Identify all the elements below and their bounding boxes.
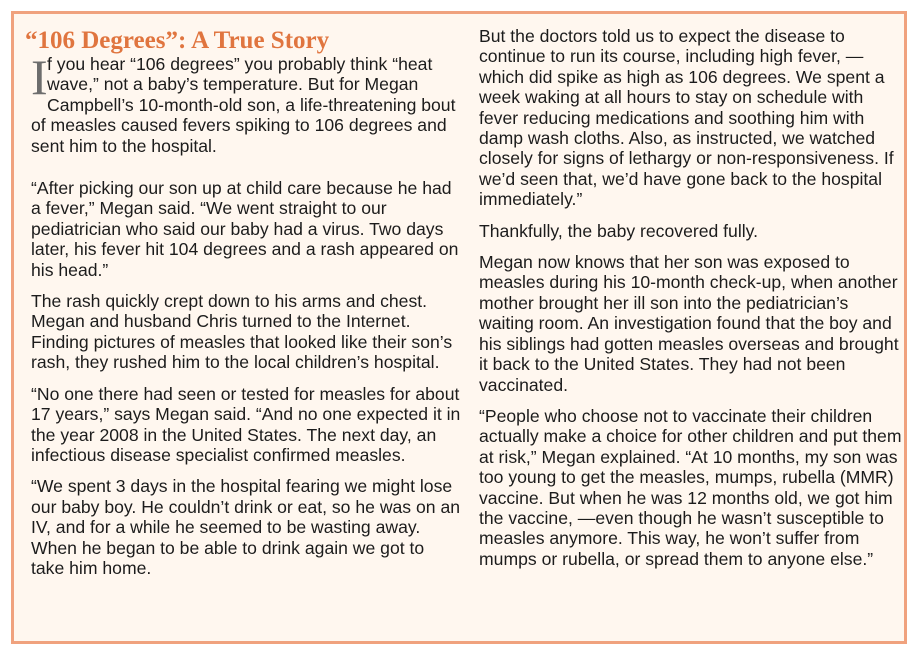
paragraph: The rash quickly crept down to his arms and chest. Megan and husband Chris turned to the Internet. Finding pictures of measles that looked like their son’s rash, they rushed him to the local children’s hospital.: [31, 291, 453, 373]
paragraph: “People who choose not to vaccinate their children actually make a choice for other children and put them at risk,” Megan explained. “At 10 months, my son was too young to get the measles, mumps, rubella (MMR) vaccine. But when he was 12 months old, we got him the vaccine, —even though he wasn’t susceptible to measles anymore. This way, he won’t suffer from mumps or rubella, or spread them to anyone else.”: [479, 405, 902, 569]
paragraph: “No one there had seen or tested for measles for about 17 years,” says Megan said. “And no one expected it in the year 2008 in the United States. The next day, an infectious disease specialist confirmed measles.: [31, 383, 461, 465]
paragraph-text: f you hear “106 degrees” you probably think “heat wave,” not a baby’s temperature. But for Megan Campbell’s 10-month-old son, a life-threatening bout of measles caused fevers spiking to 106 degrees and sent him to the hospital.: [31, 54, 456, 156]
drop-cap: I: [31, 49, 48, 105]
paragraph-intro: [31, 49, 461, 156]
article-title: “106 Degrees”: A True Story: [25, 27, 330, 54]
paragraph: Thankfully, the baby recovered fully.: [479, 220, 759, 241]
paragraph: Megan now knows that her son was exposed to measles during his 10-month check-up, when another mother brought her ill son into the pediatrician’s waiting room. An investigation found that the boy and his siblings had gotten measles overseas and brought it back to the United States. They had not been vaccinated.: [479, 252, 899, 395]
paragraph: But the doctors told us to expect the disease to continue to run its course, including high fever, —which did spike as high as 106 degrees. We spent a week waking at all hours to stay on schedule with fever reducing medications and soothing him with damp wash cloths. Also, as instructed, we watched closely for signs of lethargy or non-responsiveness. If we’d seen that, we’d have gone back to the hospital immediately.”: [479, 26, 894, 210]
paragraph: “We spent 3 days in the hospital fearing we might lose our baby boy. He couldn’t drink or eat, so he was on an IV, and for a while he seemed to be wasting away. When he began to be able to drink again we got to take him home.: [31, 476, 461, 578]
paragraph: “After picking our son up at child care because he had a fever,” Megan said. “We went straight to our pediatrician who said our baby had a virus. Two days later, his fever hit 104 degrees and a rash appeared on his head.”: [31, 178, 459, 280]
article-frame: [11, 11, 907, 644]
right-column: [479, 26, 904, 580]
left-column: [25, 26, 461, 589]
